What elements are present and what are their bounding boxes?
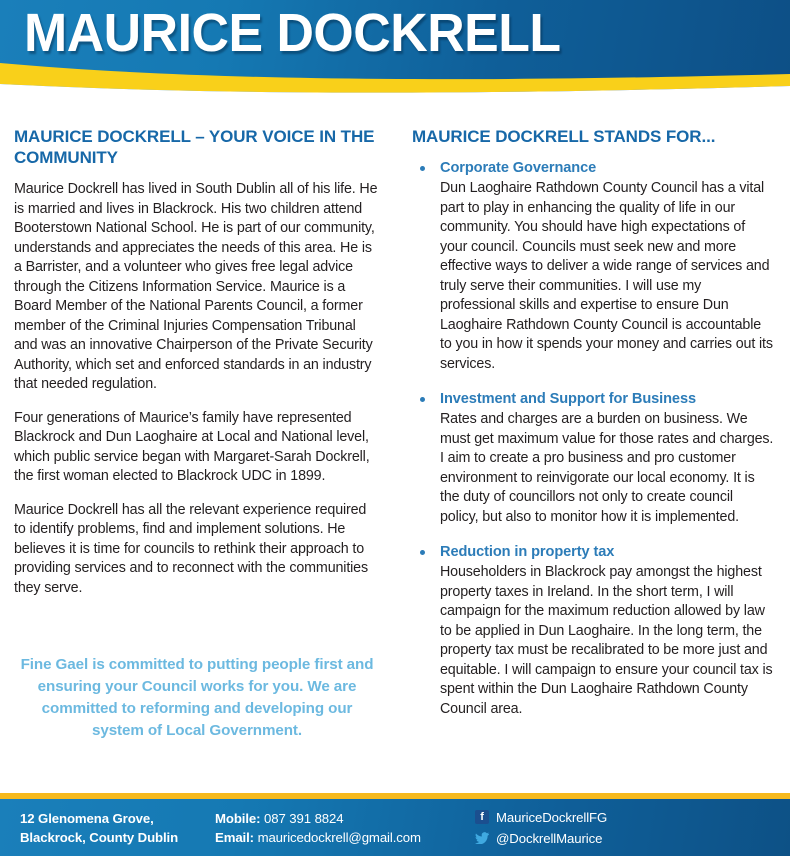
bullet-dot-icon	[420, 550, 425, 555]
right-column-heading: MAURICE DOCKRELL STANDS FOR...	[412, 127, 716, 146]
facebook-icon: f	[475, 810, 489, 824]
page-title: MAURICE DOCKRELL	[24, 3, 561, 63]
policy-body: Dun Laoghaire Rathdown County Council has a vital part to play in enhancing the quality of life in our community. You should have high expectations of your council. Councils must seek new and more effective ways to deliver a wide range of services and truly serve their communities. I will use my professional skills and expertise to ensure Dun Laoghaire Rathdown County Council is accountable to you in how it spends your money and carries out its services.	[440, 180, 773, 372]
facebook-link[interactable]	[475, 808, 705, 827]
page-footer	[0, 799, 790, 856]
twitter-icon	[475, 831, 489, 845]
policy-item	[412, 543, 774, 719]
twitter-link[interactable]	[475, 829, 705, 848]
policy-title: Corporate Governance	[440, 160, 597, 176]
page-header	[0, 0, 790, 104]
email-label: Email:	[215, 829, 254, 845]
policy-body: Rates and charges are a burden on business. We must get maximum value for those rates and charges. I aim to create a pro business and pro customer environment to reinvigorate our local economy. It is the duty of councillors not only to create council policy, but also to monitor how it is implemented.	[440, 411, 774, 525]
facebook-handle: MauriceDockrellFG	[496, 809, 608, 825]
main-content	[0, 104, 790, 794]
footer-contact	[215, 809, 475, 847]
right-column	[412, 126, 774, 719]
policy-body: Householders in Blackrock pay amongst the highest property taxes in Ireland. In the short term, I will campaign for the maximum reduction allowed by law to be applied in Dun Laoghaire. In the long term, the property tax must be recalibrated to be more just and equitable. I will campaign to ensure your council tax is spent within the Dun Laoghaire Rathdown County Council area.	[440, 564, 773, 717]
left-column-heading: MAURICE DOCKRELL – YOUR VOICE IN THE COMMUNITY	[14, 127, 375, 167]
address-line-1: 12 Glenomena Grove,	[20, 810, 154, 826]
bio-paragraph-2: Four generations of Maurice’s family have represented Blackrock and Dun Laoghaire at Local and National level, which public service began with Margaret-Sarah Dockrell, the first woman elected to Blackrock UDC in 1899.	[14, 409, 370, 484]
bullet-dot-icon	[420, 397, 425, 402]
address-line-2: Blackrock, County Dublin	[20, 829, 179, 845]
party-pledge-text: Fine Gael is committed to putting people first and ensuring your Council works for you. We are committed to reforming and developing our system of Local Government.	[20, 656, 374, 739]
footer-address	[20, 809, 215, 847]
bullet-dot-icon	[420, 166, 425, 171]
email-value[interactable]: mauricedockrell@gmail.com	[257, 829, 421, 845]
policy-item	[412, 159, 774, 374]
bio-paragraph-1: Maurice Dockrell has lived in South Dublin all of his life. He is married and lives in Blackrock. His two children attend Booterstown National School. He is part of our community, understands and appreciates the needs of this area. He is a Barrister, and a volunteer who gives free legal advice through the Citizens Information Service. Maurice is a Board Member of the National Parents Council, a former member of the Criminal Injuries Compensation Tribunal and was an innovative Chairperson of the Private Security Authority, which set and enforced standards in an industry that needed regulation.	[14, 181, 378, 392]
policy-title: Investment and Support for Business	[440, 391, 696, 407]
bio-paragraph-3: Maurice Dockrell has all the relevant experience required to identify problems, find and implement solutions. He believes it is time for councils to rethink their approach to providing services and to reconnect with the communities they serve.	[14, 501, 368, 596]
left-column	[14, 126, 380, 742]
twitter-handle: @DockrellMaurice	[496, 830, 603, 846]
policy-title: Reduction in property tax	[440, 544, 615, 560]
footer-social-links	[475, 808, 705, 848]
policy-list	[412, 159, 774, 719]
policy-item	[412, 390, 774, 527]
mobile-line	[215, 809, 475, 828]
mobile-value: 087 391 8824	[264, 810, 344, 826]
mobile-label: Mobile:	[215, 810, 261, 826]
email-line	[215, 828, 475, 847]
